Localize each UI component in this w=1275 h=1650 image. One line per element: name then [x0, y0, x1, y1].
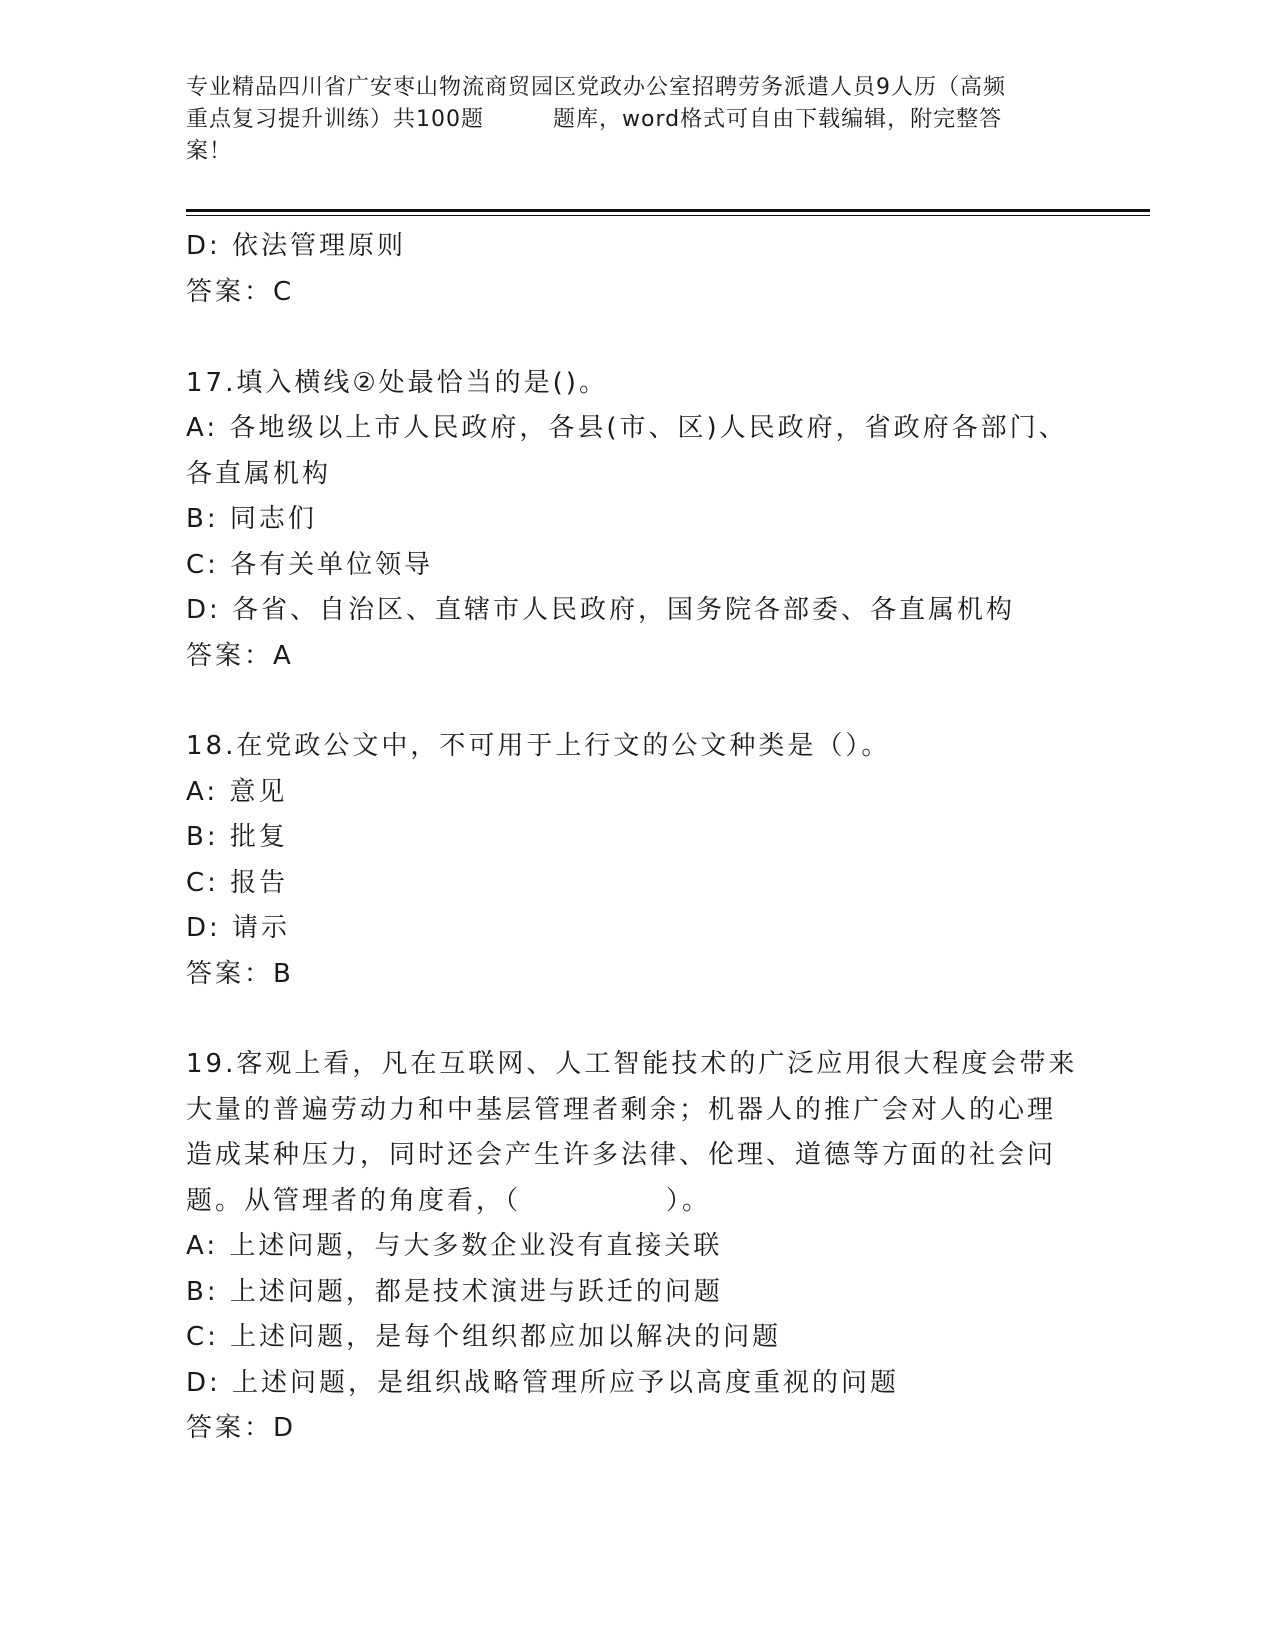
q19-answer: 答案：D — [186, 1413, 297, 1443]
q19-option-c: C: 上述问题，是每个组织都应加以解决的问题 — [186, 1322, 782, 1352]
header-divider-thin — [186, 215, 1150, 216]
q19-stem-line-1: 19.客观上看，凡在互联网、人工智能技术的广泛应用很大程度会带来 — [186, 1049, 1078, 1079]
q18-stem: 18.在党政公文中，不可用于上行文的公文种类是（）。 — [186, 731, 891, 761]
q17-answer: 答案：A — [186, 640, 294, 671]
q18-answer: 答案：B — [186, 958, 294, 989]
header-title-line-2: 重点复习提升训练）共100题 题库，word格式可自由下载编辑，附完整答 — [186, 107, 1003, 132]
q16-answer: 答案：C — [186, 276, 295, 307]
q18-option-d: D: 请示 — [186, 913, 291, 943]
question-19 — [186, 1042, 1086, 1452]
spacer — [186, 679, 1086, 724]
document-header — [186, 72, 1086, 168]
q19-option-a: A: 上述问题，与大多数企业没有直接关联 — [186, 1231, 723, 1261]
q19-stem-line-2: 大量的普遍劳动力和中基层管理者剩余；机器人的推广会对人的心理 — [186, 1094, 1057, 1125]
spacer — [186, 997, 1086, 1042]
q17-option-a-cont: 各直属机构 — [186, 458, 332, 489]
header-title-line-3: 案！ — [186, 139, 233, 164]
q19-option-d: D: 上述问题，是组织战略管理所应予以高度重视的问题 — [186, 1367, 900, 1398]
q19-stem-line-4: 题。从管理者的角度看，（ ）。 — [186, 1185, 712, 1216]
header-divider-thick — [186, 209, 1150, 212]
q17-option-d: D: 各省、自治区、直辖市人民政府，国务院各部委、各直属机构 — [186, 595, 1016, 625]
q18-option-c: C: 报告 — [186, 867, 289, 898]
question-content — [186, 224, 1086, 1452]
q18-option-b: B: 批复 — [186, 822, 288, 852]
q17-stem: 17.填入横线②处最恰当的是()。 — [186, 367, 608, 398]
question-16-tail — [186, 224, 1086, 315]
q16-option-d: D: 依法管理原则 — [186, 231, 407, 261]
question-18 — [186, 724, 1086, 997]
q17-option-a: A: 各地级以上市人民政府，各县(市、区)人民政府，省政府各部门、 — [186, 413, 1068, 443]
q17-option-c: C: 各有关单位领导 — [186, 549, 434, 580]
question-17 — [186, 361, 1086, 680]
q18-option-a: A: 意见 — [186, 776, 288, 807]
q17-option-b: B: 同志们 — [186, 504, 317, 534]
header-title-line-1: 专业精品四川省广安枣山物流商贸园区党政办公室招聘劳务派遣人员9人历（高频 — [186, 75, 1006, 100]
q19-option-b: B: 上述问题，都是技术演进与跃迁的问题 — [186, 1276, 723, 1307]
spacer — [186, 315, 1086, 361]
q19-stem-line-3: 造成某种压力，同时还会产生许多法律、伦理、道德等方面的社会问 — [186, 1140, 1057, 1170]
